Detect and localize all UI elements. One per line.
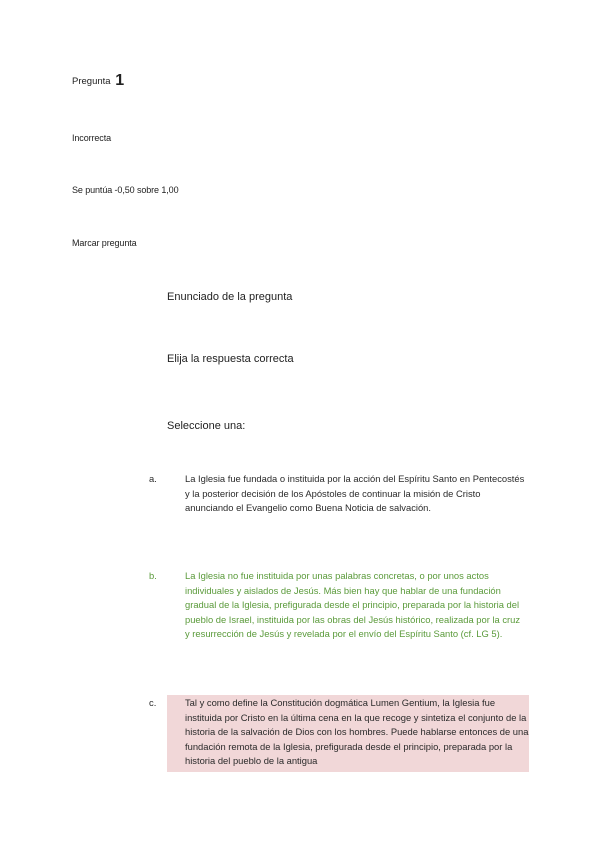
question-state: Incorrecta [72,133,112,143]
flag-question-link[interactable]: Marcar pregunta [72,238,137,248]
question-text-heading: Enunciado de la pregunta [167,291,293,303]
question-grade: Se puntúa -0,50 sobre 1,00 [72,185,179,195]
answer-option-c-selected-incorrect[interactable]: c. Tal y como define la Constitución dogmática Lumen Gentium, la Iglesia fue instituida por Cristo en la última cena en la que recoge y sintetiza el conjunto de la historia de la salvación de Dios con los hombres. Puede hablarse entonces de una fundación remota de la Iglesia, prefigurada desde el principio, preparada por la historia del pueblo de la antigua [167,695,529,772]
answer-option-a[interactable]: a. La Iglesia fue fundada o instituida por la acción del Espíritu Santo en Pentecostés y la posterior decisión de los Apóstoles de continuar la misión de Cristo anunciando el Evangelio como Buena Noticia de salvación. [149,473,525,514]
answer-text: La Iglesia no fue instituida por unas palabras concretas, o por unos actos individuales y aislados de Jesús. Más bien hay que hablar de una fundación gradual de la Iglesia, prefigurada desde el principio, preparada por la historia del pueblo de Israel, instituida por las obras del Jesús histórico, realizada por la cruz y resurrección de Jesús y revelada por el envío del Espíritu Santo (cf. LG 5). [185,570,521,640]
question-title [72,72,124,90]
question-label: Pregunta [72,76,111,87]
question-text: Elija la respuesta correcta [167,353,294,365]
answer-text: Tal y como define la Constitución dogmática Lumen Gentium, la Iglesia fue instituida por Cristo en la última cena en la que recoge y sintetiza el conjunto de la historia de la salvación de Dios con los hombres. Puede hablarse entonces de una fundación remota de la Iglesia, prefigurada desde el principio, preparada por la historia del pueblo de la antigua [185,697,529,767]
answer-text: La Iglesia fue fundada o instituida por la acción del Espíritu Santo en Pentecostés y la posterior decisión de los Apóstoles de continuar la misión de Cristo anunciando el Evangelio como Buena Noticia de salvación. [185,473,525,514]
question-number: 1 [115,72,125,89]
answer-option-b[interactable]: b. La Iglesia no fue instituida por unas palabras concretas, o por unos actos individuales y aislados de Jesús. Más bien hay que hablar de una fundación gradual de la Iglesia, prefigurada desde el principio, preparada por la historia del pueblo de Israel, instituida por las obras del Jesús histórico, realizada por la cruz y resurrección de Jesús y revelada por el envío del Espíritu Santo (cf. LG 5). [149,570,521,640]
select-one-label: Seleccione una: [167,420,246,432]
